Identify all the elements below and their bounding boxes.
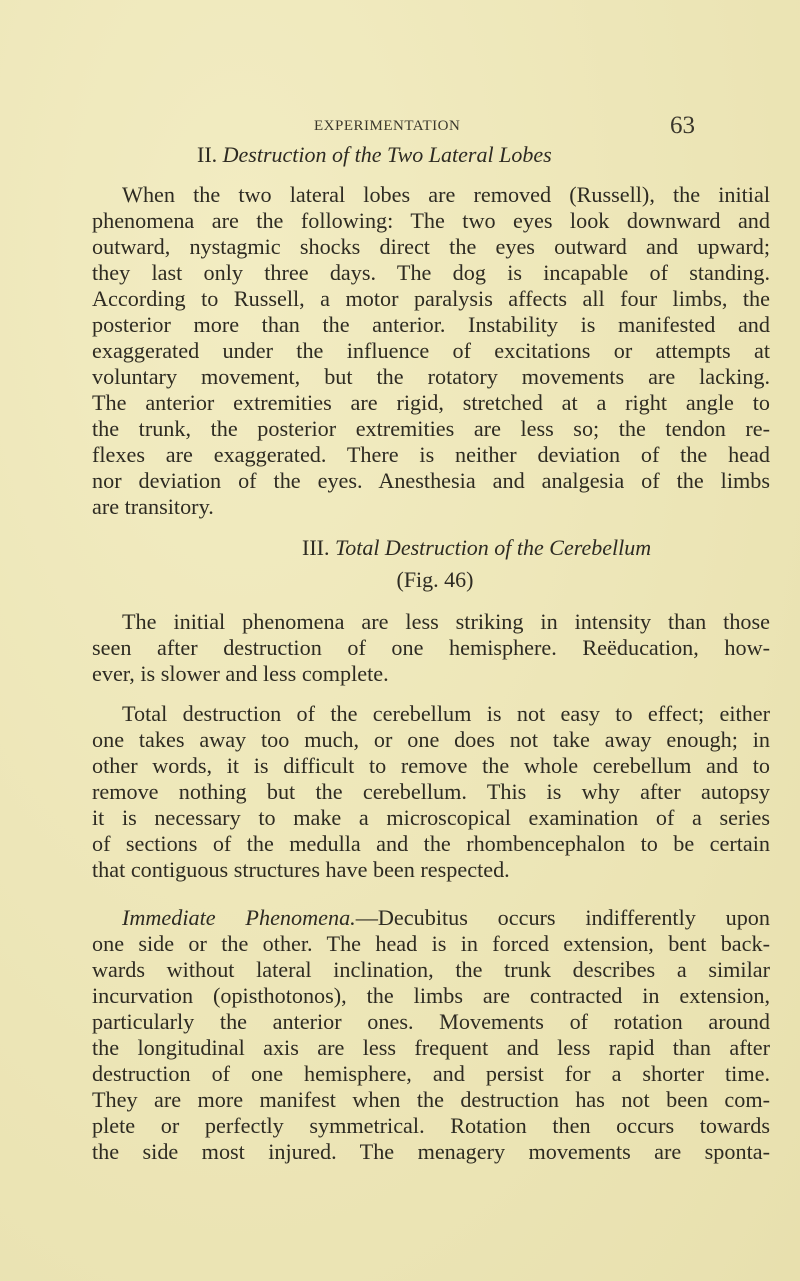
text-line: the longitudinal axis are less frequent and less rapid than after <box>92 1035 770 1060</box>
text-line: the side most injured. The menagery movements are sponta- <box>92 1139 770 1164</box>
text-line: They are more manifest when the destruction has not been com- <box>92 1087 770 1112</box>
text-line: one side or the other. The head is in forced extension, bent back- <box>92 931 770 956</box>
paragraph <box>92 609 770 687</box>
text-line: nor deviation of the eyes. Anesthesia and analgesia of the limbs <box>92 468 770 493</box>
page-number: 63 <box>670 112 695 139</box>
text-line: the trunk, the posterior extremities are less so; the tendon re- <box>92 416 770 441</box>
text-line: that contiguous structures have been respected. <box>92 857 510 882</box>
text-line: other words, it is difficult to remove the whole cerebellum and to <box>92 753 770 778</box>
text-line <box>92 905 770 931</box>
text-line: The initial phenomena are less striking in intensity than those <box>122 609 770 634</box>
text-line: The anterior extremities are rigid, stretched at a right angle to <box>92 390 770 415</box>
section-heading-iii <box>92 535 800 561</box>
text-line: When the two lateral lobes are removed (Russell), the initial <box>122 182 770 207</box>
paragraph <box>92 701 770 883</box>
text-line: particularly the anterior ones. Movements of rotation around <box>92 1009 770 1034</box>
text-line: of sections of the medulla and the rhombencephalon to be certain <box>92 831 770 856</box>
section-title: Destruction of the Two Lateral Lobes <box>222 142 552 167</box>
paragraph <box>92 905 770 1165</box>
text-line: phenomena are the following: The two eyes look downward and <box>92 208 770 233</box>
text-line: destruction of one hemisphere, and persist for a shorter time. <box>92 1061 770 1086</box>
running-head <box>92 112 770 142</box>
running-title: EXPERIMENTATION <box>314 118 461 134</box>
text-line: one takes away too much, or one does not take away enough; in <box>92 727 770 752</box>
text-line: flexes are exaggerated. There is neither deviation of the head <box>92 442 770 467</box>
text-line: remove nothing but the cerebellum. This is why after autopsy <box>92 779 770 804</box>
text-line: According to Russell, a motor paralysis affects all four limbs, the <box>92 286 770 311</box>
section-heading-ii <box>92 142 800 168</box>
section-number: III. <box>302 535 330 560</box>
text-line: plete or perfectly symmetrical. Rotation then occurs towards <box>92 1113 770 1138</box>
text-line: ever, is slower and less complete. <box>92 661 389 686</box>
run-in-heading: Immediate Phenomena. <box>122 905 356 930</box>
text-line: outward, nystagmic shocks direct the eyes outward and upward; <box>92 234 770 259</box>
text-line: seen after destruction of one hemisphere. Reëducation, how- <box>92 635 770 660</box>
text-line: are transitory. <box>92 494 214 519</box>
figure-reference: (Fig. 46) <box>396 567 474 592</box>
text-line: voluntary movement, but the rotatory movements are lacking. <box>92 364 770 389</box>
text-run: —Decubitus occurs indifferently upon <box>355 905 770 930</box>
text-line: they last only three days. The dog is incapable of standing. <box>92 260 770 285</box>
section-title: Total Destruction of the Cerebellum <box>334 535 652 560</box>
section-number: II. <box>197 142 218 167</box>
text-line: wards without lateral inclination, the trunk describes a similar <box>92 957 770 982</box>
text-line: incurvation (opisthotonos), the limbs are contracted in extension, <box>92 983 770 1008</box>
text-line: Total destruction of the cerebellum is not easy to effect; either <box>122 701 770 726</box>
text-line: it is necessary to make a microscopical examination of a series <box>92 805 770 830</box>
text-line: posterior more than the anterior. Instability is manifested and <box>92 312 770 337</box>
paragraph <box>92 182 770 520</box>
text-line: exaggerated under the influence of excitations or attempts at <box>92 338 770 363</box>
